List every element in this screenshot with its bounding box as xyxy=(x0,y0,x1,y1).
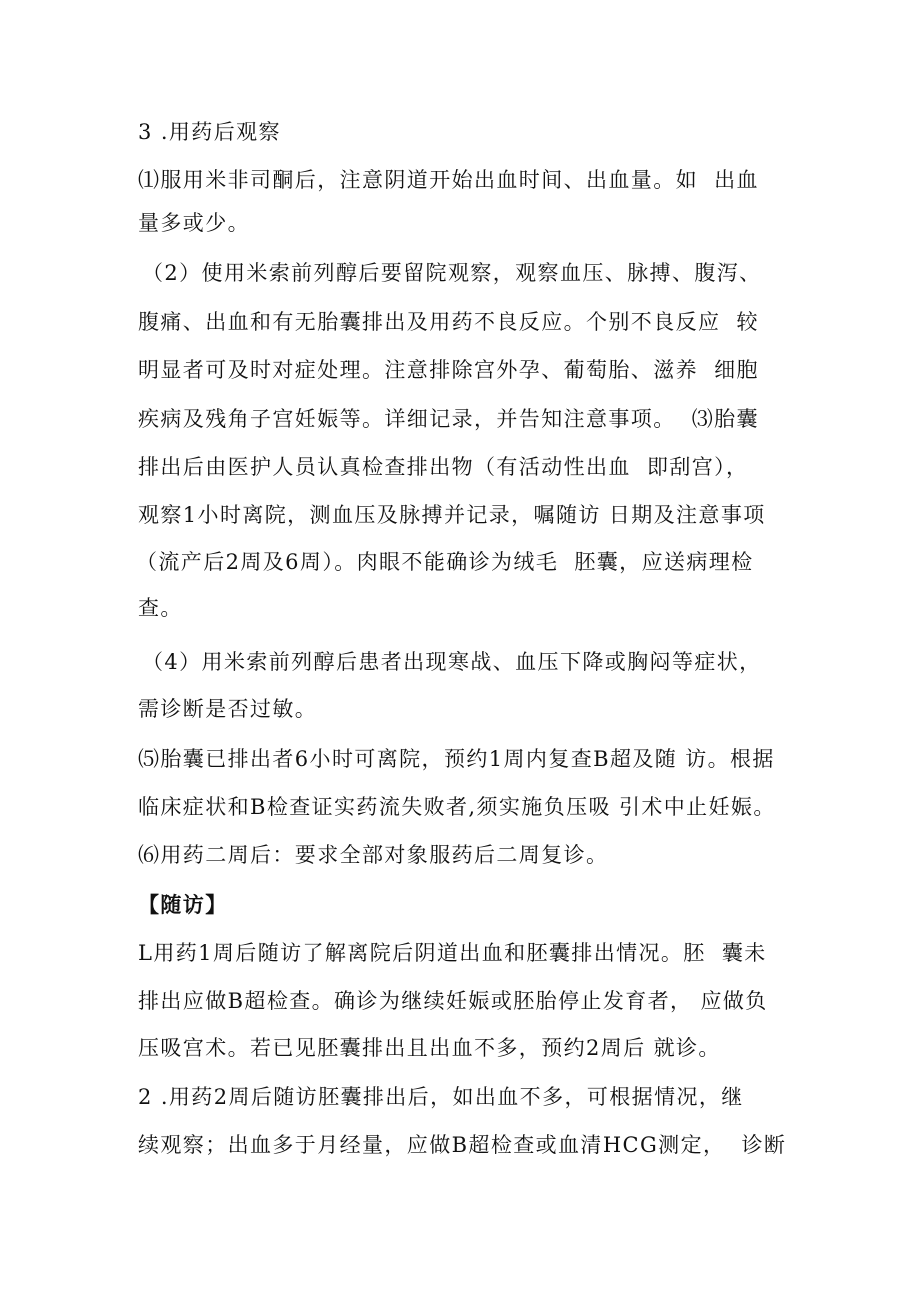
text-line: L用药1周后随访了解离院后阴道出血和胚囊排出情况。胚 囊未 xyxy=(138,941,767,965)
text-line: 观察1小时离院，测血压及脉搏并记录，嘱随访 日期及注意事项 xyxy=(138,503,766,527)
text-line: 2 .用药2周后随访胚囊排出后，如出血不多，可根据情况，继 xyxy=(138,1085,744,1109)
text-line: （流产后2周及6周）。肉眼不能确诊为绒毛 胚囊，应送病理检 xyxy=(136,550,754,574)
text-line: 量多或少。 xyxy=(138,211,250,235)
text-line: 排出后由医护人员认真检查排出物（有活动性出血 即刮宫）， xyxy=(138,455,749,479)
text-line: （2）使用米索前列醇后要留院观察，观察血压、脉搏、腹泻、 xyxy=(142,261,762,285)
text-line: 查。 xyxy=(138,596,183,620)
text-line: 明显者可及时对症处理。注意排除宫外孕、葡萄胎、滋养 细胞 xyxy=(138,358,759,382)
text-line: （4）用米索前列醇后患者出现寒战、血压下降或胸闷等症状， xyxy=(142,650,762,674)
text-line: ⑴服用米非司酮后，注意阴道开始出血时间、出血量。如 出血 xyxy=(138,168,759,192)
text-line: 临床症状和B检查证实药流失败者,须实施负压吸 引术中止妊娠。 xyxy=(138,795,776,819)
text-line: 需诊断是否过敏。 xyxy=(138,697,318,721)
text-line: 腹痛、出血和有无胎囊排出及用药不良反应。个别不良反应 较 xyxy=(138,310,759,334)
section-heading: 3 .用药后观察 xyxy=(138,120,281,144)
text-line: 压吸宫术。若已见胚囊排出且出血不多，预约2周后 就诊。 xyxy=(138,1036,721,1060)
text-line: 排出应做B超检查。确诊为继续妊娠或胚胎停止发育者， 应做负 xyxy=(138,989,768,1013)
text-line: 续观察；出血多于月经量，应做B超检查或血清HCG测定， 诊断 xyxy=(138,1133,787,1157)
text-line: ⑸胎囊已排出者6小时可离院，预约1周内复查B超及随 访。根据 xyxy=(138,747,775,771)
text-line: ⑹用药二周后：要求全部对象服药后二周复诊。 xyxy=(138,843,609,867)
followup-heading: 【随访】 xyxy=(138,892,228,917)
text-line: 疾病及残角子宫妊娠等。详细记录，并告知注意事项。 ⑶胎囊 xyxy=(138,407,759,431)
